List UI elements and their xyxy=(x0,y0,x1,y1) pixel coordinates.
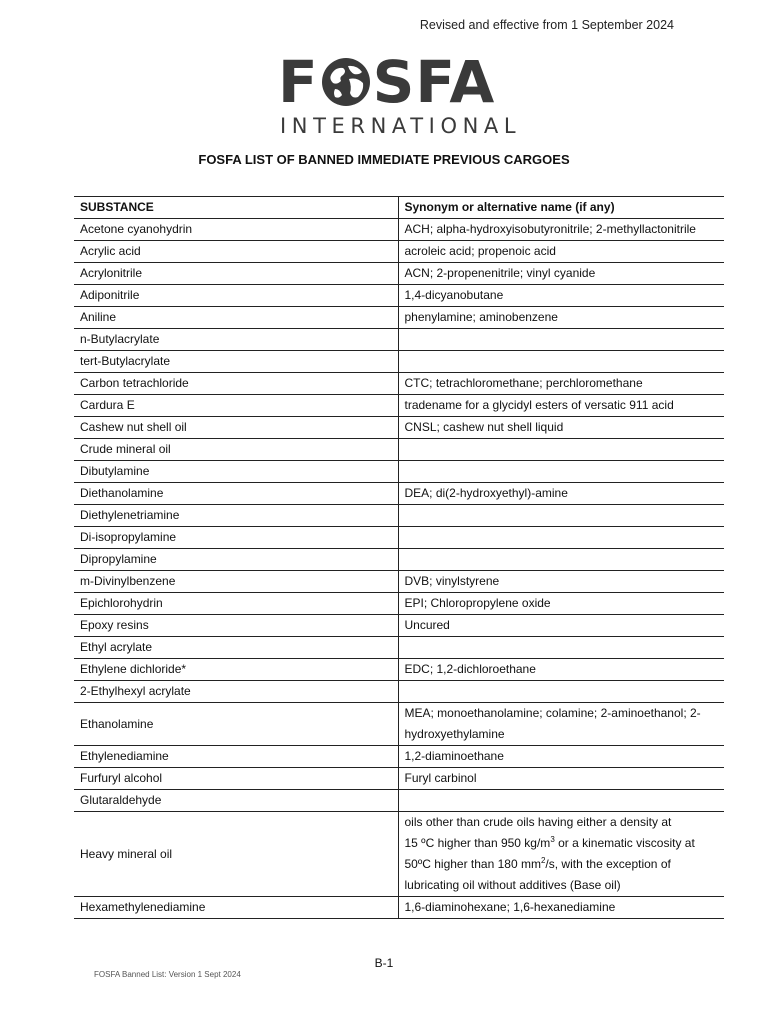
banned-cargoes-table xyxy=(74,196,724,919)
table-row xyxy=(74,505,724,527)
synonym-cell xyxy=(398,461,724,483)
table-row xyxy=(74,439,724,461)
substance-cell: m-Divinylbenzene xyxy=(74,571,398,593)
column-header-synonym: Synonym or alternative name (if any) xyxy=(398,197,724,219)
synonym-cell: EPI; Chloropropylene oxide xyxy=(398,593,724,615)
text-span: or a kinematic viscosity at xyxy=(554,836,695,850)
fosfa-logo xyxy=(278,50,528,140)
table-row xyxy=(74,812,724,897)
synonym-cell xyxy=(398,439,724,461)
table-row xyxy=(74,615,724,637)
synonym-cell: phenylamine; aminobenzene xyxy=(398,307,724,329)
synonym-cell: ACH; alpha-hydroxyisobutyronitrile; 2-methyllactonitrile xyxy=(398,219,724,241)
table-body xyxy=(74,219,724,919)
synonym-cell xyxy=(398,703,724,746)
substance-cell: tert-Butylacrylate xyxy=(74,351,398,373)
synonym-cell xyxy=(398,351,724,373)
synonym-cell xyxy=(398,681,724,703)
synonym-cell xyxy=(398,790,724,812)
table-row xyxy=(74,351,724,373)
synonym-cell xyxy=(398,505,724,527)
substance-cell: Cashew nut shell oil xyxy=(74,417,398,439)
table-row xyxy=(74,659,724,681)
table-header-row xyxy=(74,197,724,219)
substance-cell: Dibutylamine xyxy=(74,461,398,483)
text-span: /s, with the exception of xyxy=(545,857,671,871)
substance-cell: Acrylonitrile xyxy=(74,263,398,285)
substance-cell: 2-Ethylhexyl acrylate xyxy=(74,681,398,703)
table-row xyxy=(74,549,724,571)
substance-cell: Di-isopropylamine xyxy=(74,527,398,549)
substance-cell: Dipropylamine xyxy=(74,549,398,571)
table-row xyxy=(74,897,724,919)
superscript: 2 xyxy=(540,856,546,865)
globe-icon xyxy=(321,57,371,107)
table-row xyxy=(74,593,724,615)
synonym-line xyxy=(405,812,719,833)
substance-cell: Cardura E xyxy=(74,395,398,417)
text-span: 50ºC higher than 180 mm xyxy=(404,857,541,871)
substance-cell: Aniline xyxy=(74,307,398,329)
logo-subtitle: INTERNATIONAL xyxy=(280,114,522,138)
synonym-line xyxy=(405,833,719,854)
document-title: FOSFA LIST OF BANNED IMMEDIATE PREVIOUS CARGOES xyxy=(198,152,570,167)
synonym-cell: CNSL; cashew nut shell liquid xyxy=(398,417,724,439)
table-row xyxy=(74,373,724,395)
synonym-cell: acroleic acid; propenoic acid xyxy=(398,241,724,263)
footer-version: FOSFA Banned List: Version 1 Sept 2024 xyxy=(94,970,241,979)
synonym-cell xyxy=(398,329,724,351)
table-row xyxy=(74,329,724,351)
substance-cell: Acrylic acid xyxy=(74,241,398,263)
substance-cell: Diethanolamine xyxy=(74,483,398,505)
revised-date: Revised and effective from 1 September 2024 xyxy=(419,18,674,32)
table-row xyxy=(74,703,724,746)
column-header-substance: SUBSTANCE xyxy=(74,197,398,219)
substance-cell: Ethanolamine xyxy=(74,703,398,746)
table-row xyxy=(74,681,724,703)
synonym-cell: 1,2-diaminoethane xyxy=(398,746,724,768)
synonym-cell: 1,6-diaminohexane; 1,6-hexanediamine xyxy=(398,897,724,919)
substance-cell: Carbon tetrachloride xyxy=(74,373,398,395)
substance-cell: Epichlorohydrin xyxy=(74,593,398,615)
substance-cell: Crude mineral oil xyxy=(74,439,398,461)
synonym-cell xyxy=(398,812,724,897)
page-number: B-1 xyxy=(374,956,394,970)
synonym-line xyxy=(405,854,719,875)
synonym-cell: EDC; 1,2-dichloroethane xyxy=(398,659,724,681)
substance-cell: Furfuryl alcohol xyxy=(74,768,398,790)
substance-cell: Acetone cyanohydrin xyxy=(74,219,398,241)
superscript: 3 xyxy=(550,835,555,844)
synonym-cell xyxy=(398,527,724,549)
substance-cell: n-Butylacrylate xyxy=(74,329,398,351)
substance-cell: Ethyl acrylate xyxy=(74,637,398,659)
synonym-cell: DEA; di(2-hydroxyethyl)-amine xyxy=(398,483,724,505)
table-row xyxy=(74,637,724,659)
synonym-cell xyxy=(398,637,724,659)
synonym-line xyxy=(405,875,719,896)
table-row xyxy=(74,285,724,307)
synonym-cell: ACN; 2-propenenitrile; vinyl cyanide xyxy=(398,263,724,285)
substance-cell: Diethylenetriamine xyxy=(74,505,398,527)
synonym-cell: Uncured xyxy=(398,615,724,637)
table-row xyxy=(74,768,724,790)
substance-cell: Hexamethylenediamine xyxy=(74,897,398,919)
text-span: lubricating oil without additives (Base oil) xyxy=(404,878,621,892)
logo-wordmark xyxy=(278,50,495,114)
table-row xyxy=(74,571,724,593)
table-row xyxy=(74,263,724,285)
table-row xyxy=(74,307,724,329)
table-row xyxy=(74,219,724,241)
table-row xyxy=(74,790,724,812)
text-span: oils other than crude oils having either a density at xyxy=(404,815,672,829)
synonym-cell: Furyl carbinol xyxy=(398,768,724,790)
table-row xyxy=(74,527,724,549)
substance-cell: Adiponitrile xyxy=(74,285,398,307)
table-row xyxy=(74,746,724,768)
substance-cell: Glutaraldehyde xyxy=(74,790,398,812)
substance-cell: Ethylene dichloride* xyxy=(74,659,398,681)
table-row xyxy=(74,417,724,439)
logo-letter-f: F xyxy=(278,48,319,116)
synonym-line: MEA; monoethanolamine; colamine; 2-aminoethanol; 2- xyxy=(404,706,701,720)
synonym-cell: 1,4-dicyanobutane xyxy=(398,285,724,307)
substance-cell: Ethylenediamine xyxy=(74,746,398,768)
synonym-cell xyxy=(398,549,724,571)
synonym-line: hydroxyethylamine xyxy=(404,727,505,741)
synonym-cell: CTC; tetrachloromethane; perchloromethane xyxy=(398,373,724,395)
table-row xyxy=(74,461,724,483)
text-span: 15 ºC higher than 950 kg/m xyxy=(404,836,551,850)
synonym-cell: DVB; vinylstyrene xyxy=(398,571,724,593)
substance-cell: Epoxy resins xyxy=(74,615,398,637)
table-row xyxy=(74,395,724,417)
table-row xyxy=(74,483,724,505)
table-row xyxy=(74,241,724,263)
synonym-cell: tradename for a glycidyl esters of versatic 911 acid xyxy=(398,395,724,417)
logo-letters-sfa: SFA xyxy=(372,48,496,116)
substance-cell: Heavy mineral oil xyxy=(74,812,398,897)
